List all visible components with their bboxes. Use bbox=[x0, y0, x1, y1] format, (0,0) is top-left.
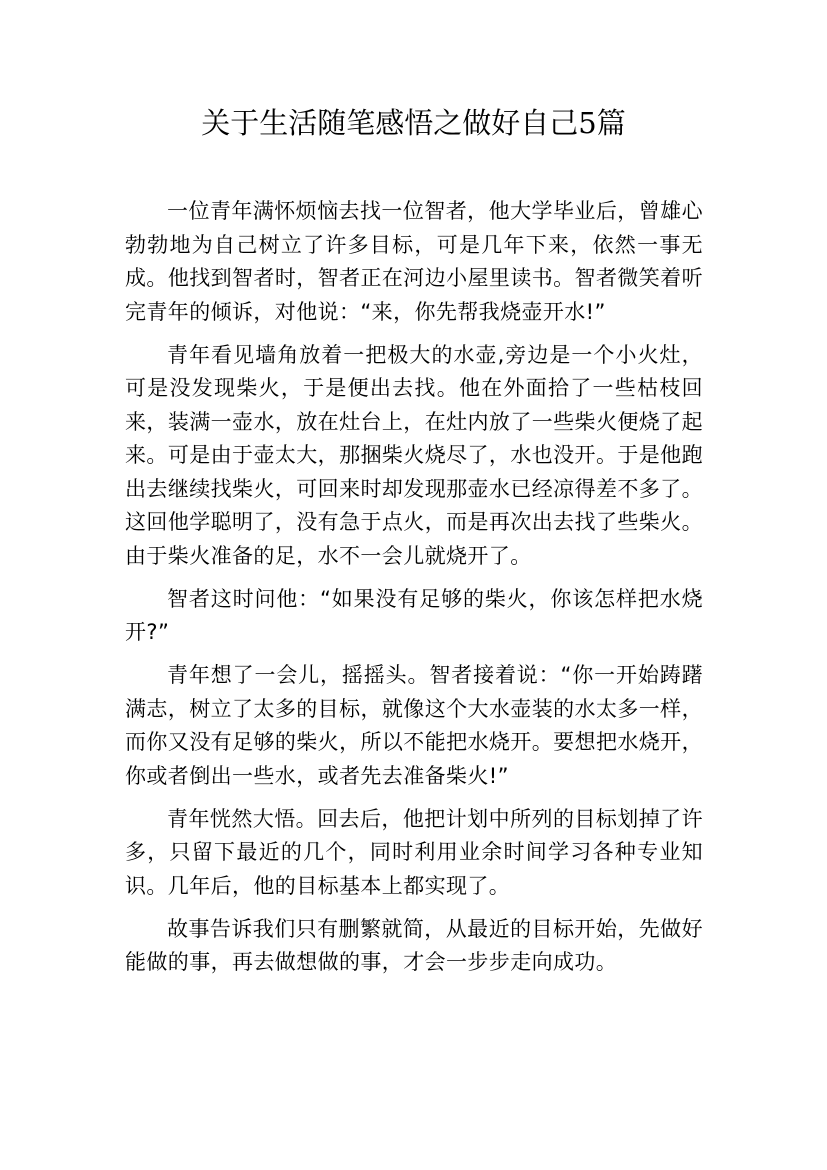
paragraph-1: 一位青年满怀烦恼去找一位智者，他大学毕业后，曾雄心勃勃地为自己树立了许多目标，可是几年下来，依然一事无成。他找到智者时，智者正在河边小屋里读书。智者微笑着听完青年的倾诉，对他说：“来，你先帮我烧壶开水!” bbox=[125, 199, 703, 324]
paragraph-3: 智者这时问他：“如果没有足够的柴火，你该怎样把水烧开?” bbox=[125, 586, 703, 644]
paragraph-6: 故事告诉我们只有删繁就简，从最近的目标开始，先做好能做的事，再去做想做的事，才会一步步走向成功。 bbox=[125, 916, 703, 974]
paragraph-5: 青年恍然大悟。回去后，他把计划中所列的目标划掉了许多，只留下最近的几个，同时利用业余时间学习各种专业知识。几年后，他的目标基本上都实现了。 bbox=[125, 806, 703, 898]
document-body bbox=[125, 195, 703, 989]
paragraph-4: 青年想了一会儿，摇摇头。智者接着说：“你一开始踌躇满志，树立了太多的目标，就像这个大水壶装的水太多一样，而你又没有足够的柴火，所以不能把水烧开。要想把水烧开，你或者倒出一些水，或者先去准备柴火!” bbox=[125, 663, 703, 788]
paragraph-2: 青年看见墙角放着一把极大的水壶,旁边是一个小火灶，可是没发现柴火，于是便出去找。他在外面拾了一些枯枝回来，装满一壶水，放在灶台上，在灶内放了一些柴火便烧了起来。可是由于壶太大，那捆柴火烧尽了，水也没开。于是他跑出去继续找柴火，可回来时却发现那壶水已经凉得差不多了。这回他学聪明了，没有急于点火，而是再次出去找了些柴火。由于柴火准备的足，水不一会儿就烧开了。 bbox=[125, 342, 703, 568]
document-title: 关于生活随笔感悟之做好自己5篇 bbox=[201, 106, 626, 140]
